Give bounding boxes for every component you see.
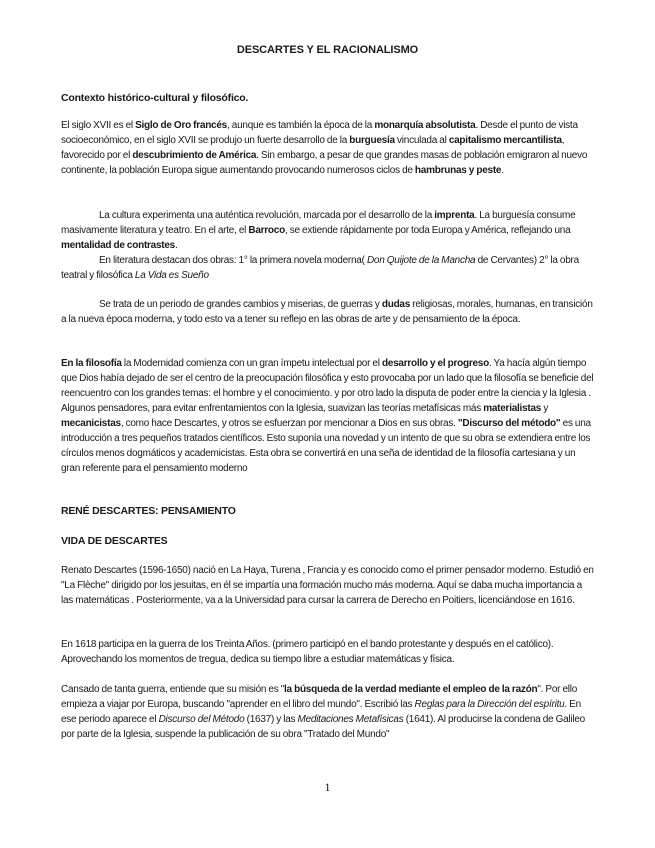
text-run: . La burguesía consume masivamente literatura y teatro. En el arte, el (61, 210, 576, 236)
paragraph-siglo-xvii (61, 118, 594, 178)
paragraph-biografia (61, 563, 594, 608)
paragraph-guerra (61, 637, 594, 667)
paragraph-mision (61, 682, 594, 742)
italic-text: La Vida es Sueño (134, 270, 209, 281)
bold-text: mentalidad de contrastes (61, 240, 175, 251)
bold-text: desarrollo y el progreso (381, 358, 489, 369)
text-run: La cultura experimenta una auténtica revolución, marcada por el desarrollo de la (99, 210, 435, 221)
italic-text: Don Quijote de la Mancha (366, 255, 476, 266)
section-heading-vida: VIDA DE DESCARTES (61, 535, 168, 547)
bold-text: dudas (381, 299, 411, 310)
paragraph-cultura (61, 208, 594, 253)
paragraph-filosofia (61, 356, 594, 476)
bold-text: monarquía absolutista (374, 120, 476, 131)
paragraph-literatura (61, 253, 594, 283)
text-run: de Cervantes) 2° la obra teatral y filosófica (61, 255, 579, 281)
text-run: , como hace Descartes, y otros se esfuerzan por mencionar a Dios en sus obras. (120, 418, 458, 429)
text-run: . (175, 240, 178, 251)
bold-text: Barroco (248, 225, 285, 236)
bold-text: imprenta (434, 210, 475, 221)
italic-text: Discurso del Método (158, 714, 245, 725)
text-run: , favorecido por el (61, 135, 565, 161)
bold-text: hambrunas y peste (414, 165, 502, 176)
text-run: vinculada al (394, 135, 449, 146)
text-run: la Modernidad comienza con un gran ímpetu intelectual por el (121, 358, 382, 369)
text-run: ". Por ello empieza a viajar por Europa, buscando "aprender en el libro del mundo". Escribió las (61, 684, 578, 710)
bold-text: En la filosofía (61, 358, 122, 369)
paragraph-periodo (61, 297, 594, 327)
text-run: . Desde el punto de vista socioeconómico, en el siglo XVII se produjo un fuerte desarrollo de la (61, 120, 578, 146)
italic-text: Reglas para la Dirección del espíritu (414, 699, 565, 710)
bold-text: burguesía (349, 135, 395, 146)
text-run: religiosas, morales, humanas, en transición a la nueva época moderna, y todo esto va a tener su reflejo en las obras de arte y de pensamiento de la época. (61, 299, 593, 325)
bold-text: descubrimiento de América (132, 150, 257, 161)
text-run: (1641). Al producirse la condena de Galileo por parte de la Iglesia, suspende la publicación de su obra "Tratado del Mundo" (61, 714, 585, 740)
bold-text: "Discurso del método" (457, 418, 561, 429)
text-run: . Ya hacía algún tiempo que Dios había dejado de ser el centro de la preocupación filosófica y esto provocaba por un lado que la filosofía se beneficie del reencuentro con los grandes temas: el hombre y el conocimiento. y por otro lado la disputa de poder entre la ciencia y la Iglesia . Algunos pensadores, para evitar enfrentamientos con la Iglesia, suavizan las teorías metafísicas más (61, 358, 594, 414)
section-heading-context: Contexto histórico-cultural y filosófico. (61, 92, 249, 104)
bold-text: Siglo de Oro francés (135, 120, 227, 131)
text-run: , aunque es también la época de la (227, 120, 375, 131)
text-run: . Sin embargo, a pesar de que grandes masas de población emigraron al nuevo continente, la población Europa sigue aumentando provocando numerosos ciclos de (61, 150, 588, 176)
text-run: En literatura destacan dos obras: 1° la primera novela moderna( (99, 255, 367, 266)
document-title: DESCARTES Y EL RACIONALISMO (236, 44, 419, 56)
bold-text: materialistas (483, 403, 542, 414)
italic-text: Meditaciones Metafísicas (297, 714, 404, 725)
text-run: . En ese periodo aparece el (61, 699, 581, 725)
text-run: es una introducción a tres pequeños tratados científicos. Esto suponía una novedad y un intento de que su obra se extendiera entre los círculos menos dogmáticos y academicistas. Esta obra se convertirá en una seña de identidad de la filosofía cartesiana y un gran referente para el pensamiento moderno (61, 418, 591, 474)
text-run: . (501, 165, 504, 176)
text-run: (1637) y las (244, 714, 298, 725)
bold-text: capitalismo mercantilista (448, 135, 562, 146)
bold-text: la búsqueda de la verdad mediante el empleo de la razón (284, 684, 538, 695)
text-run: , se extiende rápidamente por toda Europa y América, reflejando una (284, 225, 571, 236)
text-run: En 1618 participa en la guerra de los Treinta Años. (primero participó en el bando protestante y después en el católico). Aprovechando los momentos de tregua, dedica su tiempo libre a estudiar matemáticas y física. (61, 639, 554, 665)
text-run: y (541, 403, 549, 414)
text-run: Cansado de tanta guerra, entiende que su misión es " (61, 684, 285, 695)
text-run: Se trata de un periodo de grandes cambios y miserias, de guerras y (99, 299, 382, 310)
page-number: 1 (324, 780, 331, 794)
text-run: Renato Descartes (1596-1650) nació en La Haya, Turena , Francia y es conocido como el primer pensador moderno. Estudió en "La Flèche" dirigido por los jesuitas, en él se impartía una formación mucho más moderna. Aquí se daba mucha importancia a las matemáticas . Posteriormente, va a la Universidad para cursar la carrera de Derecho en Poitiers, licenciándose en 1616. (61, 565, 594, 606)
section-heading-pensamiento: RENÉ DESCARTES: PENSAMIENTO (61, 505, 236, 517)
bold-text: mecanicistas (61, 418, 121, 429)
text-run: El siglo XVII es el (61, 120, 136, 131)
